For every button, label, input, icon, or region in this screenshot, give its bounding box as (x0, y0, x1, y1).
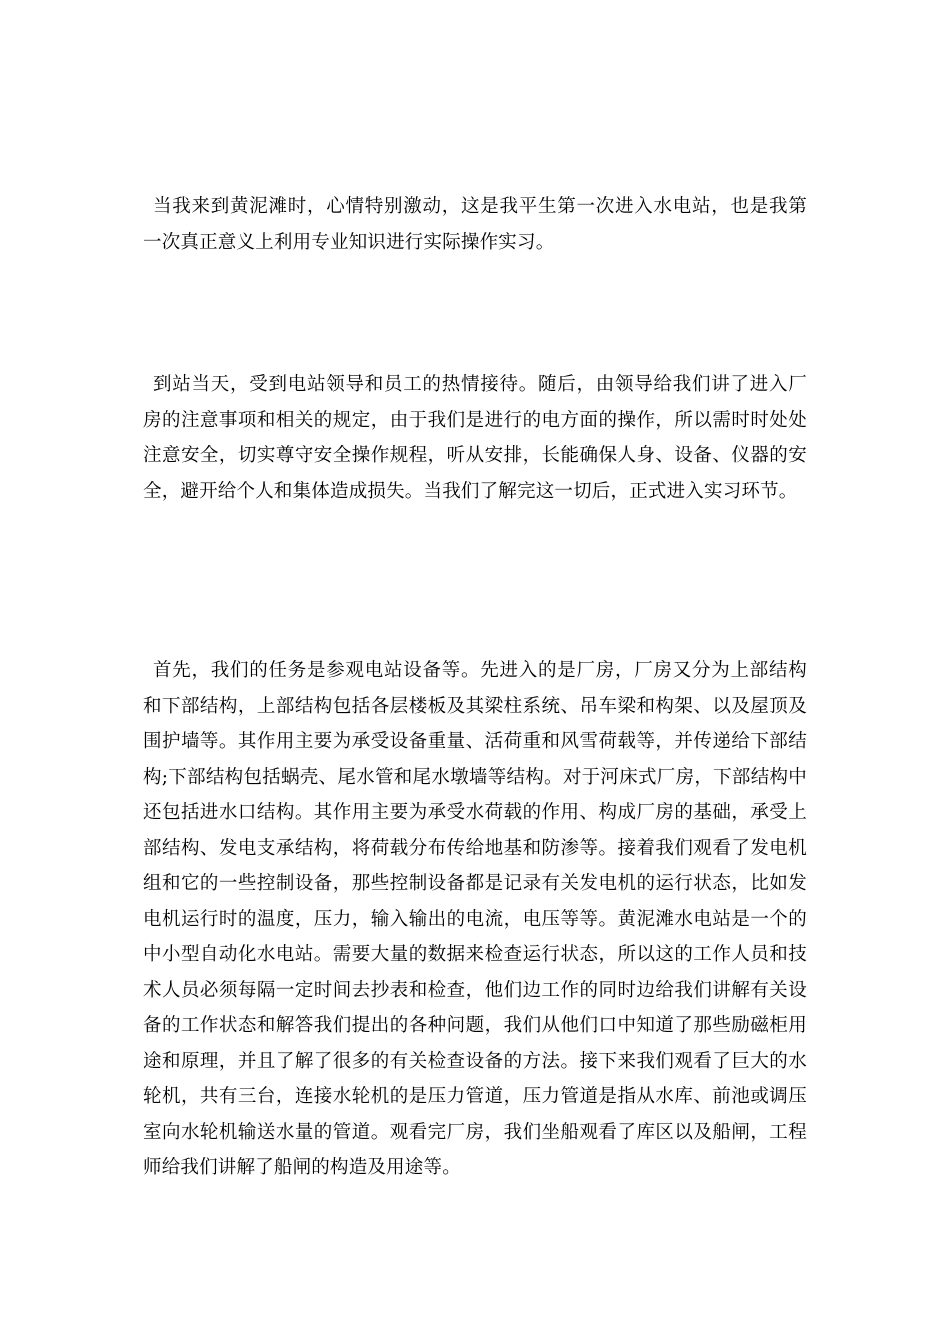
paragraph-arrival: 当我来到黄泥滩时，心情特别激动，这是我平生第一次进入水电站，也是我第一次真正意义上利用专业知识进行实际操作实习。 (143, 196, 807, 253)
paragraph-safety-briefing: 到站当天，受到电站领导和员工的热情接待。随后，由领导给我们讲了进入厂房的注意事项和相关的规定，由于我们是进行的电方面的操作，所以需时时处处注意安全，切实尊守安全操作规程，听从安排，长能确保人身、设备、仪器的安全，避开给个人和集体造成损失。当我们了解完这一切后，正式进入实习环节。 (143, 374, 807, 502)
paragraph-equipment-tour: 首先，我们的任务是参观电站设备等。先进入的是厂房，厂房又分为上部结构和下部结构，上部结构包括各层楼板及其梁柱系统、吊车梁和构架、以及屋顶及围护墙等。其作用主要为承受设备重量、活荷重和风雪荷载等，并传递给下部结构;下部结构包括蜗壳、尾水管和尾水墩墙等结构。对于河床式厂房，下部结构中还包括进水口结构。其作用主要为承受水荷载的作用、构成厂房的基础，承受上部结构、发电支承结构，将荷载分布传给地基和防渗等。接着我们观看了发电机组和它的一些控制设备，那些控制设备都是记录有关发电机的运行状态，比如发电机运行时的温度，压力，输入输出的电流，电压等等。黄泥滩水电站是一个的中小型自动化水电站。需要大量的数据来检查运行状态，所以这的工作人员和技术人员必须每隔一定时间去抄表和检查，他们边工作的同时边给我们讲解有关设备的工作状态和解答我们提出的各种问题，我们从他们口中知道了那些励磁柜用途和原理，并且了解了很多的有关检查设备的方法。接下来我们观看了巨大的水轮机，共有三台，连接水轮机的是压力管道，压力管道是指从水库、前池或调压室向水轮机输送水量的管道。观看完厂房，我们坐船观看了库区以及船闸，工程师给我们讲解了船闸的构造及用途等。 (143, 660, 807, 1178)
